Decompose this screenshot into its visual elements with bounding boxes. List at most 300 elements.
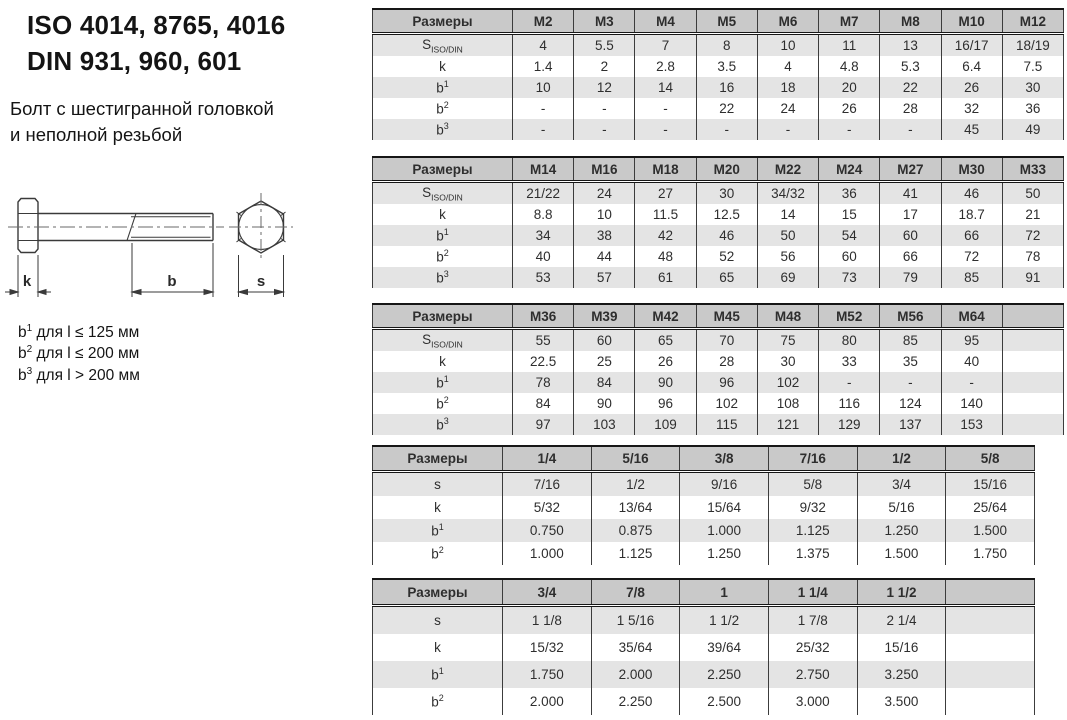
table-cell: 5/8 [768, 472, 857, 497]
table-cell [946, 606, 1035, 635]
b-dimension-label: b [167, 273, 177, 290]
table-cell: 28 [880, 98, 941, 119]
table-cell: 25/64 [946, 496, 1035, 519]
table-cell: 116 [819, 393, 880, 414]
table-cell: 1 7/8 [768, 606, 857, 635]
table-row [373, 606, 1035, 635]
table-cell: 7 [635, 34, 696, 57]
b-arrow-right [204, 290, 213, 295]
table-cell: 30 [757, 351, 818, 372]
table-cell: 3.250 [857, 661, 946, 688]
table-cell: 78 [513, 372, 574, 393]
column-header: 3/8 [680, 446, 769, 472]
table-row [373, 204, 1064, 225]
row-label: $b^1$ [373, 225, 513, 246]
title-din-line: DIN 931, 960, 601 [27, 45, 242, 76]
table-cell: 30 [1002, 77, 1063, 98]
table-cell [1002, 393, 1063, 414]
table-cell: 15/16 [857, 634, 946, 661]
table-cell: 78 [1002, 246, 1063, 267]
row-label: $S_{ISO/DIN}$ [373, 182, 513, 205]
table-cell: 4 [757, 56, 818, 77]
row-label: k [373, 634, 503, 661]
table-cell: 52 [696, 246, 757, 267]
table-cell: 33 [819, 351, 880, 372]
column-header: 1 1/2 [857, 579, 946, 606]
column-header: M2 [513, 9, 574, 34]
k-arrow-left [10, 290, 18, 295]
table-cell: 1.125 [768, 519, 857, 542]
row-label: k [373, 56, 513, 77]
table-cell: 25/32 [768, 634, 857, 661]
table-row [373, 182, 1064, 205]
table-row [373, 542, 1035, 565]
table-cell: 115 [696, 414, 757, 435]
inch-table-threequarter-to-oneandhalf [372, 578, 1035, 715]
row-label: $b^1$ [373, 372, 513, 393]
metric-table-m2-m12 [372, 8, 1064, 140]
table-cell: 5/16 [857, 496, 946, 519]
column-header: M10 [941, 9, 1002, 34]
table-cell: 72 [941, 246, 1002, 267]
table-cell: 2.8 [635, 56, 696, 77]
page-title [27, 8, 285, 80]
table-cell [1002, 329, 1063, 352]
table-cell: 41 [880, 182, 941, 205]
table-cell: 72 [1002, 225, 1063, 246]
row-label: k [373, 496, 503, 519]
table-cell: 26 [941, 77, 1002, 98]
table-cell: 30 [696, 182, 757, 205]
metric-table-m14-m33 [372, 156, 1064, 288]
column-header: M27 [880, 157, 941, 182]
table-cell: 26 [635, 351, 696, 372]
table-cell: 21 [1002, 204, 1063, 225]
subtitle-line-2: и неполной резьбой [10, 124, 183, 146]
table-cell: - [819, 119, 880, 140]
table-cell: 9/32 [768, 496, 857, 519]
column-header: M45 [696, 304, 757, 329]
column-header: 1/4 [503, 446, 592, 472]
column-header: M48 [757, 304, 818, 329]
table-cell: 2.000 [503, 688, 592, 715]
row-label: $b^3$ [373, 267, 513, 288]
dimension-table [372, 578, 1035, 715]
table-cell: 66 [880, 246, 941, 267]
table-cell: 57 [574, 267, 635, 288]
table-cell: 1.4 [513, 56, 574, 77]
table-cell: 25 [574, 351, 635, 372]
row-label: $S_{ISO/DIN}$ [373, 329, 513, 352]
column-header: 5/16 [591, 446, 680, 472]
table-cell: 21/22 [513, 182, 574, 205]
table-cell: 15/16 [946, 472, 1035, 497]
table-cell: 56 [757, 246, 818, 267]
table-cell: 14 [635, 77, 696, 98]
table-cell: 61 [635, 267, 696, 288]
table-cell: 1 1/2 [680, 606, 769, 635]
table-cell: 1.250 [857, 519, 946, 542]
column-header: M56 [880, 304, 941, 329]
column-header: M3 [574, 9, 635, 34]
table-cell: - [757, 119, 818, 140]
table-cell: 1.125 [591, 542, 680, 565]
table-cell: 7.5 [1002, 56, 1063, 77]
column-header: 3/4 [503, 579, 592, 606]
table-cell: 90 [635, 372, 696, 393]
k-arrow-right [38, 290, 46, 295]
table-cell: 18.7 [941, 204, 1002, 225]
column-header: 1 1/4 [768, 579, 857, 606]
table-cell: 70 [696, 329, 757, 352]
table-cell: 26 [819, 98, 880, 119]
table-cell: 38 [574, 225, 635, 246]
table-cell: - [941, 372, 1002, 393]
table-cell: 15 [819, 204, 880, 225]
subtitle-line-1: Болт с шестигранной головкой [10, 98, 274, 119]
table-cell: 5.3 [880, 56, 941, 77]
k-dimension-label: k [22, 273, 32, 290]
table-cell: 137 [880, 414, 941, 435]
table-cell: 140 [941, 393, 1002, 414]
table-cell: 34 [513, 225, 574, 246]
row-label: $b^3$ [373, 119, 513, 140]
table-cell: 80 [819, 329, 880, 352]
table-cell: 79 [880, 267, 941, 288]
table-cell: 45 [941, 119, 1002, 140]
table-cell: 153 [941, 414, 1002, 435]
table-cell: 85 [941, 267, 1002, 288]
table-cell: 5/32 [503, 496, 592, 519]
table-cell: - [880, 372, 941, 393]
s-dimension [239, 255, 284, 297]
table-cell: 2 1/4 [857, 606, 946, 635]
table-cell: 108 [757, 393, 818, 414]
table-cell: 39/64 [680, 634, 769, 661]
dimension-table [372, 156, 1064, 288]
column-header: M42 [635, 304, 696, 329]
column-header [1002, 304, 1063, 329]
s-arrow-right [275, 290, 284, 295]
table-row [373, 77, 1064, 98]
note-line: $b^3$ для l > 200 мм [18, 365, 140, 384]
table-cell: 1.750 [503, 661, 592, 688]
row-label: k [373, 351, 513, 372]
table-cell: 1 5/16 [591, 606, 680, 635]
table-cell: 9/16 [680, 472, 769, 497]
table-row [373, 98, 1064, 119]
row-label: $b^2$ [373, 542, 503, 565]
table-cell: 40 [513, 246, 574, 267]
table-cell: 7/16 [503, 472, 592, 497]
table-row [373, 519, 1035, 542]
b-arrow-left [132, 290, 141, 295]
table-cell: 55 [513, 329, 574, 352]
column-header: M12 [1002, 9, 1063, 34]
table-row [373, 119, 1064, 140]
table-cell: 3.500 [857, 688, 946, 715]
note-line: $b^2$ для l ≤ 200 мм [18, 344, 140, 363]
inch-table-quarter-to-fiveeighths [372, 445, 1035, 565]
table-cell: 15/64 [680, 496, 769, 519]
table-cell: 12.5 [696, 204, 757, 225]
row-label: s [373, 472, 503, 497]
row-label: $b^2$ [373, 688, 503, 715]
table-cell: 28 [696, 351, 757, 372]
dimension-table [372, 8, 1064, 140]
table-cell: 14 [757, 204, 818, 225]
table-cell: 53 [513, 267, 574, 288]
row-label: $S_{ISO/DIN}$ [373, 34, 513, 57]
s-dimension-label: s [256, 273, 266, 290]
table-cell: 44 [574, 246, 635, 267]
table-cell: 35 [880, 351, 941, 372]
table-cell: 13/64 [591, 496, 680, 519]
row-label: k [373, 204, 513, 225]
column-header: M16 [574, 157, 635, 182]
table-cell: 27 [635, 182, 696, 205]
table-cell: 34/32 [757, 182, 818, 205]
table-row [373, 393, 1064, 414]
table-cell: 5.5 [574, 34, 635, 57]
table-row [373, 688, 1035, 715]
table-cell: 95 [941, 329, 1002, 352]
column-header: M5 [696, 9, 757, 34]
table-cell: 2.500 [680, 688, 769, 715]
table-cell: 50 [1002, 182, 1063, 205]
row-label: $b^1$ [373, 661, 503, 688]
table-cell: 75 [757, 329, 818, 352]
table-cell: 40 [941, 351, 1002, 372]
row-label: $b^1$ [373, 77, 513, 98]
table-row [373, 225, 1064, 246]
table-cell: 2.250 [591, 688, 680, 715]
table-cell [946, 661, 1035, 688]
table-cell: 65 [696, 267, 757, 288]
column-header: M30 [941, 157, 1002, 182]
table-cell: 6.4 [941, 56, 1002, 77]
table-cell: 1.000 [503, 542, 592, 565]
table-row [373, 34, 1064, 57]
table-cell: 66 [941, 225, 1002, 246]
table-cell: 69 [757, 267, 818, 288]
table-cell: 60 [574, 329, 635, 352]
table-row [373, 634, 1035, 661]
table-cell: 36 [1002, 98, 1063, 119]
table-cell: - [574, 119, 635, 140]
table-row [373, 472, 1035, 497]
table-cell: 22.5 [513, 351, 574, 372]
column-header: M64 [941, 304, 1002, 329]
column-header: M14 [513, 157, 574, 182]
table-cell: 84 [574, 372, 635, 393]
note-line: $b^1$ для l ≤ 125 мм [18, 323, 140, 342]
table-cell: 4.8 [819, 56, 880, 77]
table-cell: 10 [513, 77, 574, 98]
table-cell: - [635, 98, 696, 119]
table-cell: 36 [819, 182, 880, 205]
table-cell [1002, 414, 1063, 435]
table-cell: 2 [574, 56, 635, 77]
table-cell [946, 634, 1035, 661]
table-cell: 3/4 [857, 472, 946, 497]
table-cell: 103 [574, 414, 635, 435]
table-cell: - [880, 119, 941, 140]
bolt-side-view [18, 199, 213, 253]
table-cell: - [513, 98, 574, 119]
table-cell: 0.750 [503, 519, 592, 542]
column-header: M22 [757, 157, 818, 182]
table-cell: 10 [574, 204, 635, 225]
column-header: 1/2 [857, 446, 946, 472]
table-cell: 8.8 [513, 204, 574, 225]
table-cell: 1.500 [857, 542, 946, 565]
table-cell: 124 [880, 393, 941, 414]
table-row [373, 351, 1064, 372]
table-cell: 97 [513, 414, 574, 435]
table-cell: 91 [1002, 267, 1063, 288]
column-header: 7/16 [768, 446, 857, 472]
table-cell: 16 [696, 77, 757, 98]
column-header: M6 [757, 9, 818, 34]
table-cell: 96 [696, 372, 757, 393]
thread-length-notes [18, 322, 140, 386]
column-header: M24 [819, 157, 880, 182]
hex-centerlines [229, 193, 293, 261]
table-cell: - [635, 119, 696, 140]
table-cell: 96 [635, 393, 696, 414]
table-cell: 1.500 [946, 519, 1035, 542]
table-cell: 73 [819, 267, 880, 288]
table-cell: 60 [880, 225, 941, 246]
table-cell: 18 [757, 77, 818, 98]
table-cell: 8 [696, 34, 757, 57]
metric-table-m36-m64 [372, 303, 1064, 435]
sizes-header: Размеры [373, 579, 503, 606]
column-header: M33 [1002, 157, 1063, 182]
table-row [373, 246, 1064, 267]
column-header: M36 [513, 304, 574, 329]
table-cell: 65 [635, 329, 696, 352]
table-cell: - [696, 119, 757, 140]
table-cell: 22 [696, 98, 757, 119]
table-cell [1002, 351, 1063, 372]
table-cell: 22 [880, 77, 941, 98]
table-cell: 1 1/8 [503, 606, 592, 635]
sizes-header: Размеры [373, 304, 513, 329]
table-cell: 49 [1002, 119, 1063, 140]
table-cell: 109 [635, 414, 696, 435]
row-label: $b^1$ [373, 519, 503, 542]
table-cell: 42 [635, 225, 696, 246]
table-row [373, 414, 1064, 435]
table-cell: - [574, 98, 635, 119]
b-dimension [132, 243, 213, 297]
table-cell: 4 [513, 34, 574, 57]
table-cell: 60 [819, 246, 880, 267]
s-arrow-left [239, 290, 248, 295]
row-label: $b^2$ [373, 246, 513, 267]
column-header: 1 [680, 579, 769, 606]
column-header: M39 [574, 304, 635, 329]
row-label: $b^2$ [373, 98, 513, 119]
table-cell: 2.000 [591, 661, 680, 688]
row-label: $b^3$ [373, 414, 513, 435]
table-cell: 1.000 [680, 519, 769, 542]
table-cell: 48 [635, 246, 696, 267]
column-header: M4 [635, 9, 696, 34]
page-subtitle [10, 96, 274, 149]
table-cell: 129 [819, 414, 880, 435]
table-row [373, 661, 1035, 688]
table-cell: 1.375 [768, 542, 857, 565]
dimension-table [372, 303, 1064, 435]
table-cell: 11 [819, 34, 880, 57]
column-header: M18 [635, 157, 696, 182]
table-cell: 2.250 [680, 661, 769, 688]
bolt-technical-drawing [0, 185, 340, 320]
table-cell: 24 [757, 98, 818, 119]
table-cell: 15/32 [503, 634, 592, 661]
table-row [373, 372, 1064, 393]
table-cell: 0.875 [591, 519, 680, 542]
table-cell: 10 [757, 34, 818, 57]
table-cell: 54 [819, 225, 880, 246]
sizes-header: Размеры [373, 9, 513, 34]
title-iso-line: ISO 4014, 8765, 4016 [27, 10, 286, 40]
table-cell: 32 [941, 98, 1002, 119]
table-cell: 50 [757, 225, 818, 246]
column-header: M7 [819, 9, 880, 34]
sizes-header: Размеры [373, 157, 513, 182]
table-cell: 102 [757, 372, 818, 393]
table-cell: 13 [880, 34, 941, 57]
table-row [373, 496, 1035, 519]
table-cell: 12 [574, 77, 635, 98]
row-label: $b^2$ [373, 393, 513, 414]
column-header [946, 579, 1035, 606]
table-row [373, 329, 1064, 352]
table-row [373, 56, 1064, 77]
table-cell: 46 [696, 225, 757, 246]
table-cell: 20 [819, 77, 880, 98]
table-cell: 102 [696, 393, 757, 414]
k-dimension [5, 255, 51, 297]
table-cell: 121 [757, 414, 818, 435]
table-cell: 24 [574, 182, 635, 205]
column-header: M52 [819, 304, 880, 329]
table-cell: 90 [574, 393, 635, 414]
table-cell [1002, 372, 1063, 393]
table-cell: 3.5 [696, 56, 757, 77]
column-header: M8 [880, 9, 941, 34]
column-header: 7/8 [591, 579, 680, 606]
column-header: 5/8 [946, 446, 1035, 472]
column-header: M20 [696, 157, 757, 182]
table-cell: 46 [941, 182, 1002, 205]
table-cell: - [513, 119, 574, 140]
table-cell: 1.750 [946, 542, 1035, 565]
table-cell [946, 688, 1035, 715]
table-cell: 16/17 [941, 34, 1002, 57]
row-label: s [373, 606, 503, 635]
bolt-head-outline [18, 199, 38, 253]
table-cell: 1/2 [591, 472, 680, 497]
table-cell: 1.250 [680, 542, 769, 565]
table-cell: 17 [880, 204, 941, 225]
table-cell: 18/19 [1002, 34, 1063, 57]
table-cell: 3.000 [768, 688, 857, 715]
